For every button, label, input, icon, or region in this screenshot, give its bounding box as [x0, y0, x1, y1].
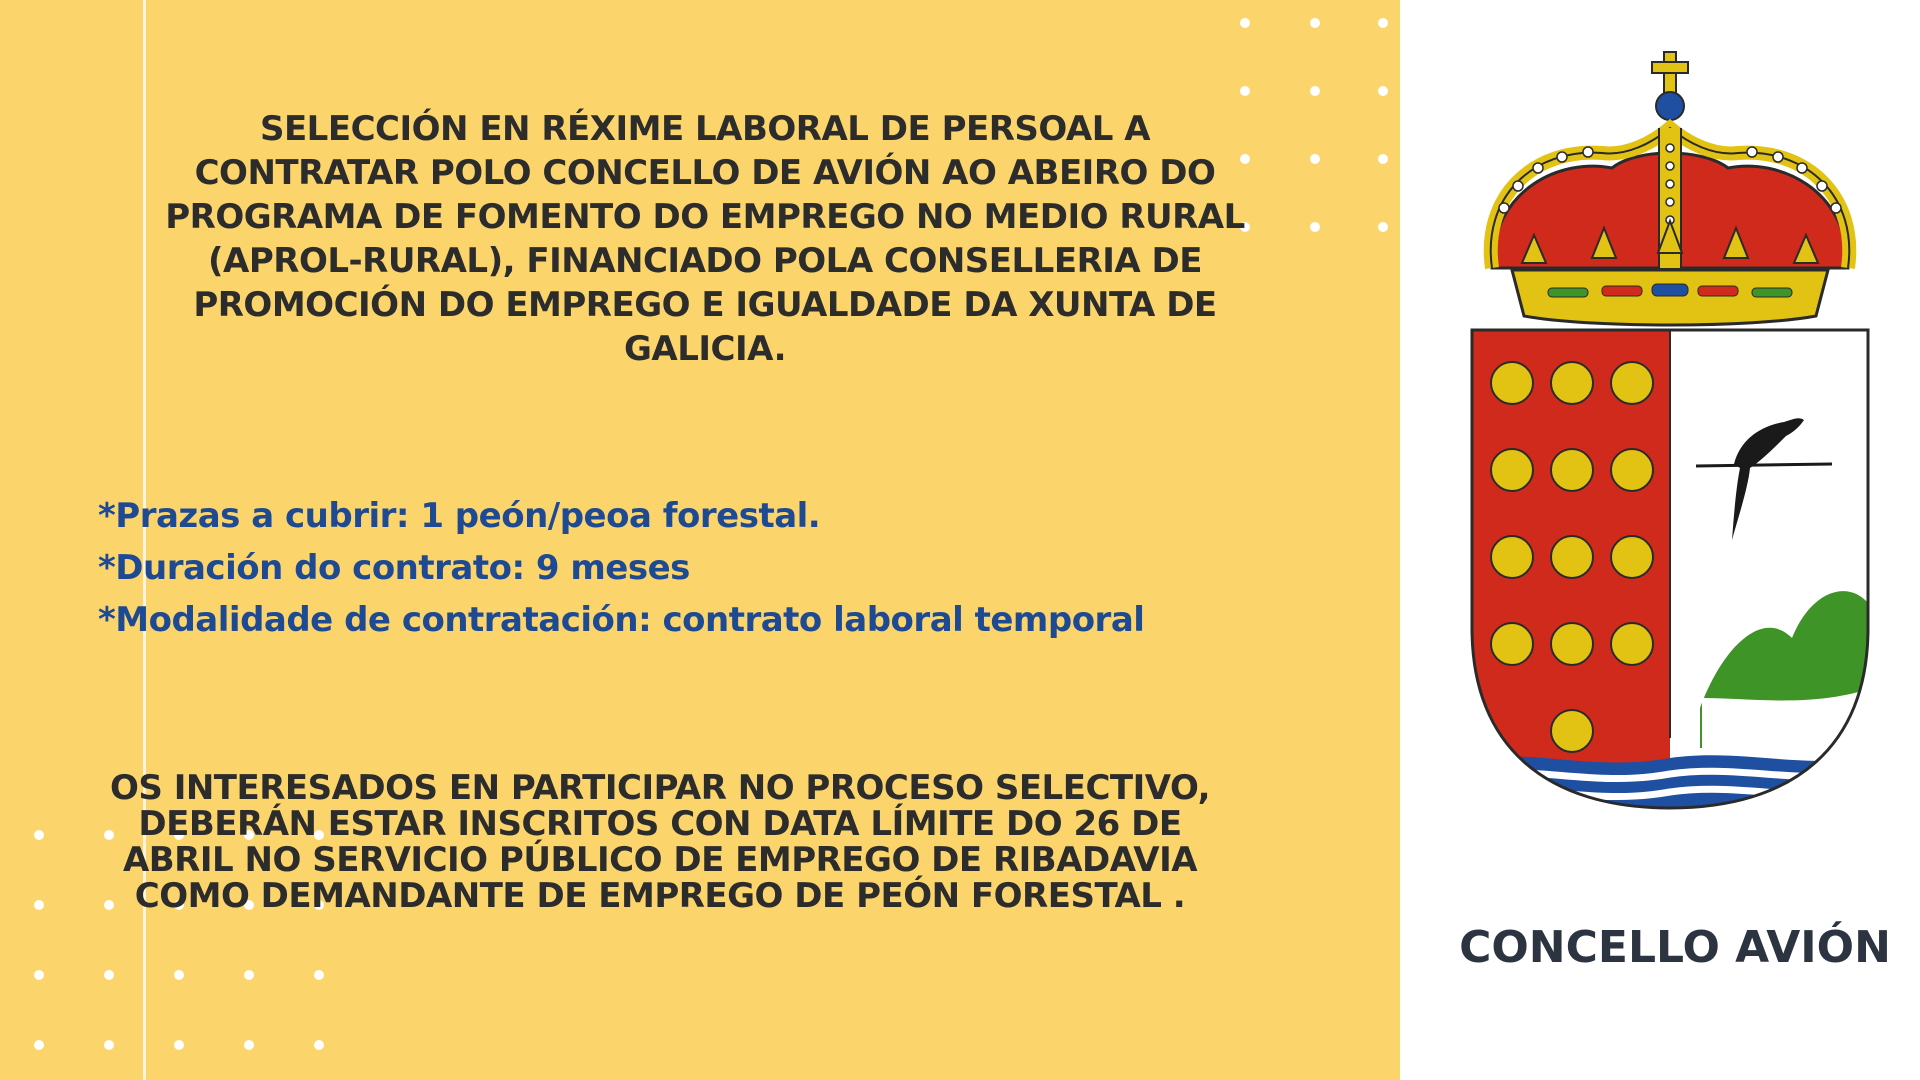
- royal-crown-icon: [1491, 52, 1850, 325]
- detail-modality: *Modalidade de contratación: contrato laboral temporal: [98, 600, 1145, 640]
- notice-line: DEBERÁN ESTAR INSCRITOS CON DATA LÍMITE DO 26 DE: [138, 804, 1182, 844]
- eligibility-notice: [60, 770, 1260, 914]
- notice-line: OS INTERESADOS EN PARTICIPAR NO PROCESO SELECTIVO,: [109, 768, 1211, 808]
- title-line: PROMOCIÓN DO EMPREGO E IGUALDADE DA XUNTA DE: [193, 285, 1217, 325]
- announcement-title: [90, 107, 1320, 371]
- title-line: PROGRAMA DE FOMENTO DO EMPREGO NO MEDIO RURAL: [165, 197, 1245, 237]
- notice-line: ABRIL NO SERVICIO PÚBLICO DE EMPREGO DE RIBADAVIA: [122, 840, 1198, 880]
- notice-line: COMO DEMANDANTE DE EMPREGO DE PEÓN FORESTAL .: [134, 876, 1186, 916]
- detail-places: *Prazas a cubrir: 1 peón/peoa forestal.: [98, 496, 821, 536]
- title-line: SELECCIÓN EN RÉXIME LABORAL DE PERSOAL A: [259, 109, 1151, 149]
- title-line: CONTRATAR POLO CONCELLO DE AVIÓN AO ABEIRO DO: [194, 153, 1216, 193]
- title-line: GALICIA.: [624, 329, 786, 369]
- job-details-list: [98, 490, 1328, 646]
- municipality-name: CONCELLO AVIÓN: [1459, 922, 1891, 973]
- coat-of-arms-icon: [1452, 48, 1888, 828]
- title-line: (APROL-RURAL), FINANCIADO POLA CONSELLERIA DE: [208, 241, 1202, 281]
- detail-duration: *Duración do contrato: 9 meses: [98, 548, 690, 588]
